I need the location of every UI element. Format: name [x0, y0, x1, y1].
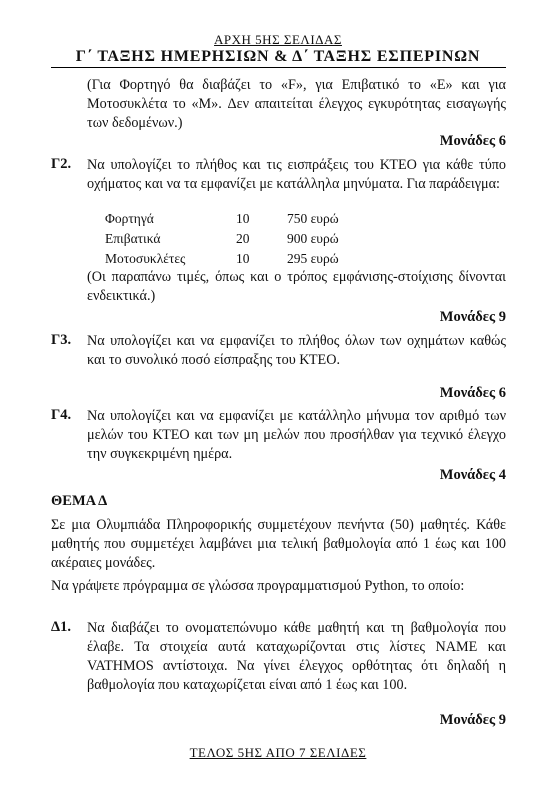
title-underline: [51, 67, 506, 68]
vehicle-amount: 900 ευρώ: [287, 231, 339, 246]
thema-d-intro: Σε μια Ολυμπιάδα Πληροφορικής συμμετέχουν πενήντα (50) μαθητές. Κάθε μαθητής που συμμετέχει λαμβάνει μια τελική βαθμολογία από 1 έως και 100 ακέραιες μονάδες.: [51, 517, 506, 571]
intro-marks: Μονάδες 6: [439, 133, 506, 149]
question-g3-label: Γ3.: [51, 332, 72, 348]
question-d1-label: Δ1.: [51, 619, 71, 635]
question-g2-label: Γ2.: [51, 156, 72, 172]
page-end-footer: ΤΕΛΟΣ 5ΗΣ ΑΠΟ 7 ΣΕΛΙΔΕΣ: [189, 745, 367, 760]
g3-marks: Μονάδες 6: [439, 385, 506, 401]
example-row: [105, 250, 339, 268]
example-row: [105, 230, 339, 248]
example-disclaimer: (Οι παραπάνω τιμές, όπως και ο τρόπος εμφάνισης-στοίχισης δίνονται ενδεικτικά.): [87, 269, 506, 304]
g4-marks: Μονάδες 4: [439, 467, 506, 483]
question-d1-text: Να διαβάζει το ονοματεπώνυμο κάθε μαθητή και τη βαθμολογία που έλαβε. Τα στοιχεία αυτά καταχωρίζονται στις λίστες NAME και VATHMOS αντίστοιχα. Να γίνει έλεγχος ορθότητας ότι δηλαδή η βαθμολογία που καταχωρίζεται είναι από 1 έως και 100.: [87, 620, 506, 693]
vehicle-count: 10: [236, 211, 250, 226]
d1-marks: Μονάδες 9: [439, 712, 506, 728]
vehicle-count: 20: [236, 231, 250, 246]
vehicle-type: Φορτηγά: [105, 211, 154, 226]
page-start-header: ΑΡΧΗ 5ΗΣ ΣΕΛΙΔΑΣ: [214, 32, 342, 47]
vehicle-count: 10: [236, 251, 250, 266]
exam-class-title: Γ΄ ΤΑΞΗΣ ΗΜΕΡΗΣΙΩΝ & Δ΄ ΤΑΞΗΣ ΕΣΠΕΡΙΝΩΝ: [75, 48, 481, 65]
thema-d-instruction: Να γράψετε πρόγραμμα σε γλώσσα προγραμματισμού Python, το οποίο:: [51, 578, 465, 594]
vehicle-amount: 295 ευρώ: [287, 251, 339, 266]
vehicle-type: Μοτοσυκλέτες: [105, 251, 186, 266]
vehicle-type: Επιβατικά: [105, 231, 161, 246]
question-g2-text: Να υπολογίζει το πλήθος και τις εισπράξεις του ΚΤΕΟ για κάθε τύπο οχήματος και να τα εμφανίζει με κατάλληλα μηνύματα. Για παράδειγμα:: [87, 157, 506, 192]
vehicle-amount: 750 ευρώ: [287, 211, 339, 226]
question-g4-label: Γ4.: [51, 407, 72, 423]
question-g4-text: Να υπολογίζει και να εμφανίζει με κατάλληλο μήνυμα τον αριθμό των μελών του ΚΤΕΟ και των μη μελών που προσήλθαν για τεχνικό έλεγχο την συγκεκριμένη ημέρα.: [87, 408, 506, 462]
example-row: [105, 210, 339, 228]
g2-marks: Μονάδες 9: [439, 309, 506, 325]
intro-note: (Για Φορτηγό θα διαβάζει το «F», για Επιβατικό το «E» και για Μοτοσυκλέτα το «M». Δεν απαιτείται έλεγχος εγκυρότητας εισαγωγής των δεδομένων.): [87, 77, 506, 131]
question-g3-text: Να υπολογίζει και να εμφανίζει το πλήθος όλων των οχημάτων καθώς και το συνολικό ποσό είσπραξης του ΚΤΕΟ.: [87, 333, 506, 368]
section-title-thema-d: ΘΕΜΑ Δ: [51, 493, 108, 509]
